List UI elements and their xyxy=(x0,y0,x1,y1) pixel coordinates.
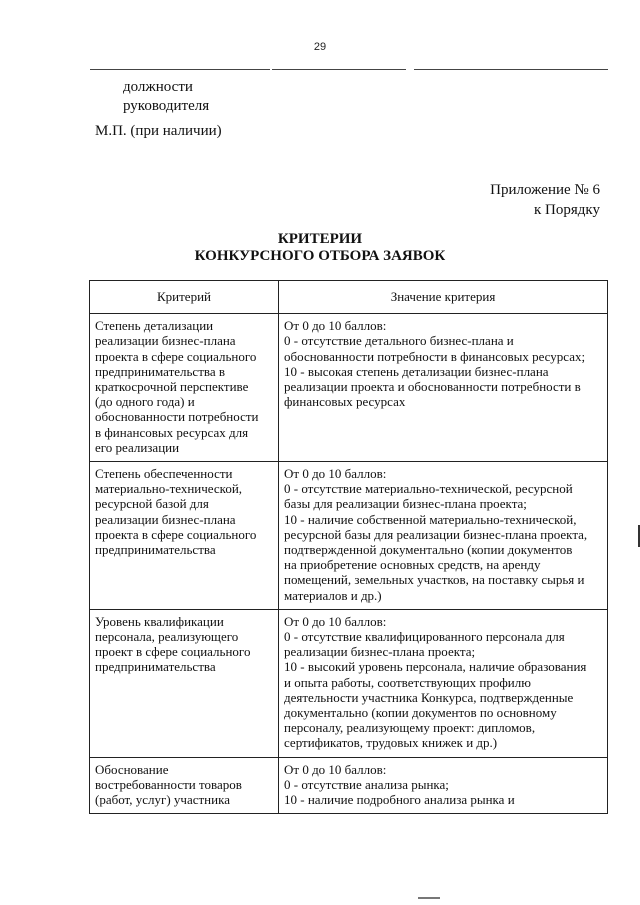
page-number: 29 xyxy=(313,41,327,53)
value-cell xyxy=(279,314,608,462)
column-header-criterion: Критерий xyxy=(90,281,279,314)
criterion-line: предпринимательства в xyxy=(95,363,226,379)
document-title xyxy=(0,231,640,265)
criterion-line: Степень обеспеченности xyxy=(95,466,233,482)
table-row xyxy=(90,609,608,757)
criterion-line: в финансовых ресурсах для xyxy=(95,424,249,440)
title-line-2: КОНКУРСНОГО ОТБОРА ЗАЯВОК xyxy=(194,248,446,264)
header-rule-middle xyxy=(272,69,406,70)
value-line: персоналу, реализующему проект: дипломов, xyxy=(284,720,536,736)
title-line-1: КРИТЕРИИ xyxy=(277,231,363,247)
value-line: обоснованности потребности в финансовых ресурсах; xyxy=(284,348,586,364)
table-header-row xyxy=(90,281,608,314)
appendix-reference xyxy=(490,180,600,220)
value-line: базы для реализации бизнес-плана проекта; xyxy=(284,496,527,512)
value-line: 10 - наличие собственной материально-технической, xyxy=(284,511,577,527)
value-line: на приобретение основных средств, на аренду xyxy=(284,557,541,573)
appendix-document: к Порядку xyxy=(534,202,600,218)
criterion-line: (до одного года) и xyxy=(95,394,195,410)
criterion-line: (работ, услуг) участника xyxy=(95,792,230,808)
signature-position-line: должности xyxy=(123,79,193,95)
criterion-cell xyxy=(90,609,279,757)
criterion-line: реализации бизнес-плана xyxy=(95,333,236,349)
value-line: подтвержденной документально (копии документов xyxy=(284,542,573,558)
signature-block xyxy=(123,78,209,116)
table-row xyxy=(90,314,608,462)
value-line: 0 - отсутствие анализа рынка; xyxy=(284,776,449,792)
appendix-number: Приложение № 6 xyxy=(490,182,600,198)
criterion-cell xyxy=(90,757,279,814)
criterion-line: реализации бизнес-плана xyxy=(95,511,236,527)
criterion-line: материально-технической, xyxy=(95,481,243,497)
value-line: ресурсной базы для реализации бизнес-плана проекта, xyxy=(284,526,588,542)
value-line: деятельности участника Конкурса, подтвержденные xyxy=(284,689,574,705)
value-line: и опыта работы, соответствующих профилю xyxy=(284,674,531,690)
value-line: помещений, земельных участков, на поставку сырья и xyxy=(284,572,585,588)
criterion-line: ресурсной базой для xyxy=(95,496,209,512)
value-cell xyxy=(279,462,608,610)
header-rule-left xyxy=(90,69,270,70)
criterion-line: предпринимательства xyxy=(95,659,216,675)
criterion-line: обоснованности потребности xyxy=(95,409,259,425)
criterion-line: востребованности товаров xyxy=(95,776,242,792)
scan-artifact xyxy=(418,897,440,899)
value-line: От 0 до 10 баллов: xyxy=(284,318,387,334)
signature-role-line: руководителя xyxy=(123,98,210,114)
value-line: документально (копии документов по основному xyxy=(284,705,557,721)
criterion-line: проекта в сфере социального xyxy=(95,348,257,364)
value-line: 10 - высокий уровень персонала, наличие образования xyxy=(284,659,587,675)
value-line: От 0 до 10 баллов: xyxy=(284,761,387,777)
criterion-cell xyxy=(90,462,279,610)
value-line: сертификатов, трудовых книжек и др.) xyxy=(284,735,498,751)
criterion-line: предпринимательства xyxy=(95,542,216,558)
value-line: финансовых ресурсах xyxy=(284,394,406,410)
value-cell xyxy=(279,757,608,814)
criterion-line: Степень детализации xyxy=(95,318,214,334)
criteria-table xyxy=(89,280,608,814)
stamp-note: М.П. (при наличии) xyxy=(95,123,222,139)
criterion-cell xyxy=(90,314,279,462)
column-header-value: Значение критерия xyxy=(279,281,608,314)
table-row xyxy=(90,462,608,610)
criterion-line: проект в сфере социального xyxy=(95,644,251,660)
criterion-line: Обоснование xyxy=(95,761,169,777)
header-rule-right xyxy=(414,69,608,70)
criterion-line: Уровень квалификации xyxy=(95,613,224,629)
value-line: 10 - наличие подробного анализа рынка и xyxy=(284,792,515,808)
value-line: реализации бизнес-плана проекта; xyxy=(284,644,476,660)
criterion-line: персонала, реализующего xyxy=(95,629,239,645)
value-line: 10 - высокая степень детализации бизнес-плана xyxy=(284,363,549,379)
criterion-line: краткосрочной перспективе xyxy=(95,379,249,395)
value-line: материалов и др.) xyxy=(284,587,382,603)
value-line: реализации проекта и обоснованности потребности в xyxy=(284,379,581,395)
criterion-line: его реализации xyxy=(95,439,180,455)
value-line: 0 - отсутствие материально-технической, ресурсной xyxy=(284,481,573,497)
value-cell xyxy=(279,609,608,757)
value-line: От 0 до 10 баллов: xyxy=(284,466,387,482)
table-row xyxy=(90,757,608,814)
criterion-line: проекта в сфере социального xyxy=(95,526,257,542)
value-line: 0 - отсутствие детального бизнес-плана и xyxy=(284,333,514,349)
value-line: От 0 до 10 баллов: xyxy=(284,613,387,629)
value-line: 0 - отсутствие квалифицированного персонала для xyxy=(284,629,565,645)
